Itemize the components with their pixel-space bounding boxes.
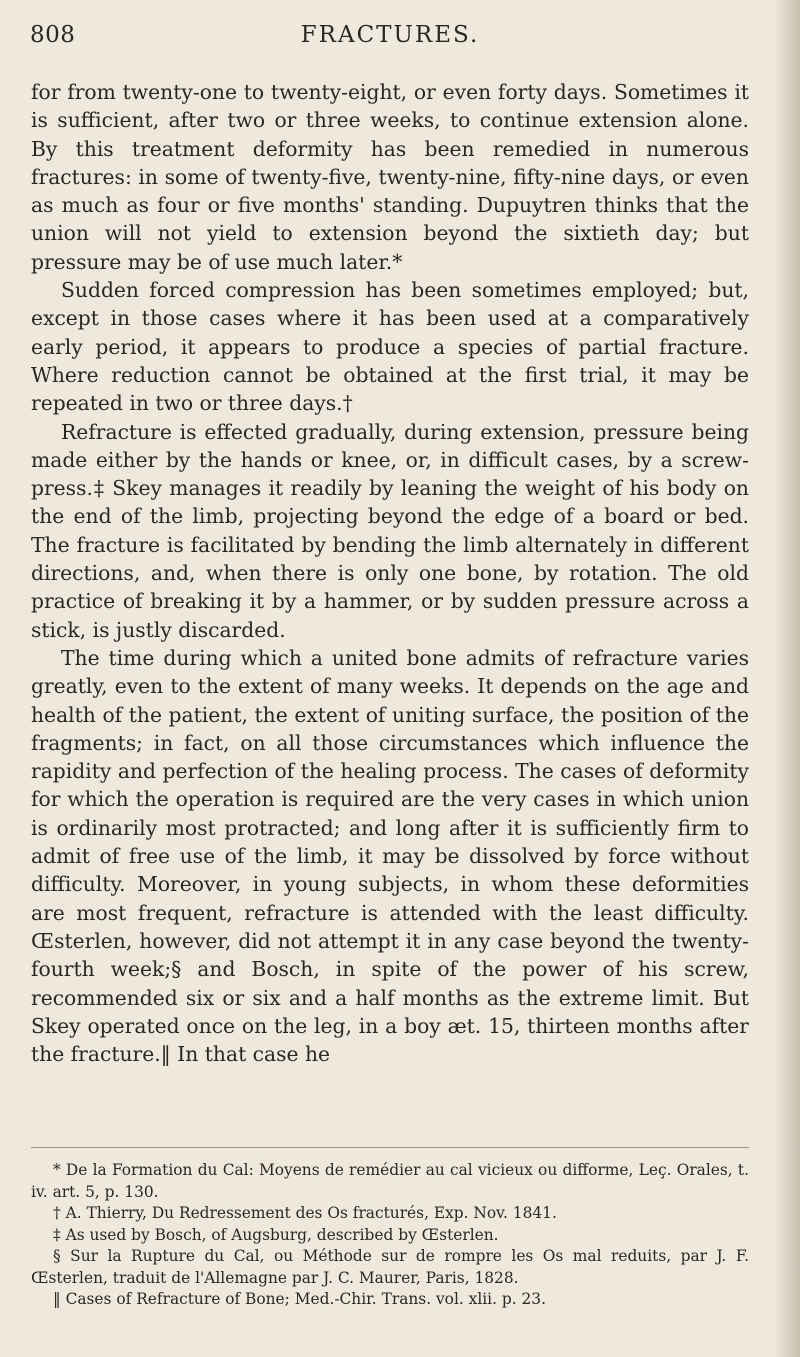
page-edge [776,0,800,1357]
running-title: FRACTURES. [300,22,480,48]
paragraph-1: for from twenty-one to twenty-eight, or even forty days. Sometimes it is sufficient, after two or three weeks, to continue extension alone. By this treatment deformity has been remedied in numerous fractures: in some of twenty-five, twenty-nine, fifty-nine days, or even as much as four or five months' standing. Dupuytren thinks that the union will not yield to extension beyond the sixtieth day; but pressure may be of use much later.* [31,80,749,274]
footnote-1: * De la Formation du Cal: Moyens de remédier au cal vicieux ou difforme, Leç. Orales, t. iv. art. 5, p. 130. [31,1161,749,1201]
footnote-divider [31,1147,749,1148]
page-header [30,22,750,58]
body-text [31,78,749,1068]
footnote-2: † A. Thierry, Du Redressement des Os fracturés, Exp. Nov. 1841. [53,1204,557,1222]
paragraph-2: Sudden forced compression has been sometimes employed; but, except in those cases where it has been used at a comparatively early period, it appears to produce a species of partial fracture. Where reduction cannot be obtained at the first trial, it may be repeated in two or three days.† [31,278,749,416]
footnote-5: ‖ Cases of Refracture of Bone; Med.-Chir. Trans. vol. xlii. p. 23. [53,1290,546,1308]
footnote-3: ‡ As used by Bosch, of Augsburg, described by Œsterlen. [53,1225,499,1244]
footnotes [31,1160,749,1311]
footnote-4: § Sur la Rupture du Cal, ou Méthode sur de rompre les Os mal reduits, par J. F. Œsterlen, traduit de l'Allemagne par J. C. Maurer, Paris, 1828. [31,1247,749,1287]
page-number: 808 [30,22,76,48]
paragraph-4: The time during which a united bone admits of refracture varies greatly, even to the extent of many weeks. It depends on the age and health of the patient, the extent of uniting surface, the position of the fragments; in fact, on all those circumstances which influence the rapidity and perfection of the healing process. The cases of deformity for which the operation is required are the very cases in which union is ordinarily most protracted; and long after it is sufficiently firm to admit of free use of the limb, it may be dissolved by force without difficulty. Moreover, in young subjects, in whom these deformities are most frequent, refracture is attended with the least difficulty. Œsterlen, however, did not attempt it in any case beyond the twenty-fourth week;§ and Bosch, in spite of the power of his screw, recommended six or six and a half months as the extreme limit. But Skey operated once on the leg, in a boy æt. 15, thirteen months after the fracture.‖ In that case he [31,645,749,1067]
paragraph-3: Refracture is effected gradually, during extension, pressure being made either by the hands or knee, or, in difficult cases, by a screw-press.‡ Skey manages it readily by leaning the weight of his body on the end of the limb, projecting beyond the edge of a board or bed. The fracture is facilitated by bending the limb alternately in different directions, and, when there is only one bone, by rotation. The old practice of breaking it by a hammer, or by sudden pressure across a stick, is justly discarded. [31,419,749,642]
